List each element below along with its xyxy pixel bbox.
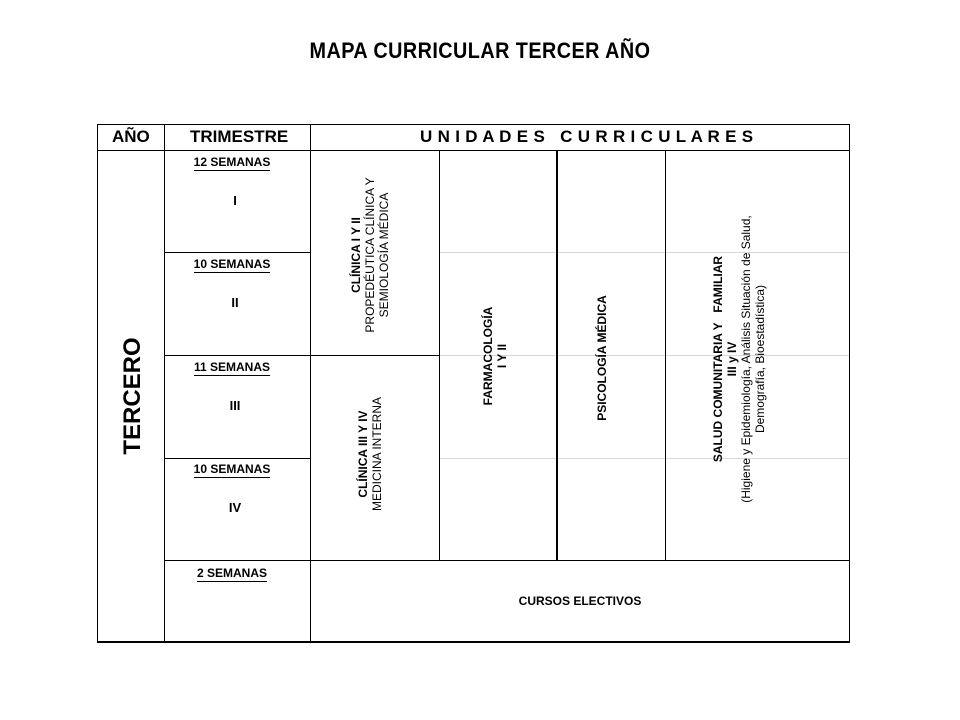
trimester-4-numeral: IV — [228, 500, 242, 515]
unit-clinica-1-2-line2: PROPEDÉUTICA CLÍNICA Y — [363, 177, 377, 333]
row3-border — [165, 458, 310, 459]
header-unidades: U N I D A D E S C U R R I C U L A R E S — [420, 127, 754, 146]
trimester-2-weeks: 10 SEMANAS — [193, 257, 271, 271]
unit-farmacologia — [481, 276, 509, 436]
faint-line-1 — [440, 252, 850, 253]
unit-salud-line4: Demografía, Bioestadística) — [753, 284, 767, 434]
col-farmaco-border — [556, 150, 558, 561]
unit-salud-line2: III y IV — [725, 341, 739, 377]
trimester-5-weeks: 2 SEMANAS — [196, 566, 267, 580]
unit-farmacologia-title: FARMACOLOGÍA — [481, 306, 495, 406]
trimester-1-weeks: 12 SEMANAS — [193, 155, 271, 169]
header-bottom-border — [97, 150, 850, 151]
unit-clinica-3-4 — [356, 359, 384, 549]
unit-salud-line3: (Higiene y Epidemiología, Análisis Situación de Salud, — [739, 215, 753, 503]
year-label: TERCERO — [119, 337, 146, 455]
unit-clinica-3-4-line2: MEDICINA INTERNA — [370, 397, 384, 512]
unit-salud-title: SALUD COMUNITARIA Y FAMILIAR — [711, 255, 725, 463]
header-trimestre: TRIMESTRE — [190, 127, 289, 146]
table-bottom-border — [97, 641, 850, 643]
col-psico-border — [665, 150, 666, 561]
table-right-border — [849, 124, 850, 643]
trimester-1-numeral: I — [233, 193, 237, 208]
trimester-2-numeral: II — [231, 295, 239, 310]
unit-cursos-electivos: CURSOS ELECTIVOS — [518, 594, 642, 608]
col-trimestre-border — [310, 124, 311, 643]
table-top-border — [97, 124, 850, 125]
row4-border — [165, 560, 850, 561]
unit-clinica-1-2 — [349, 155, 391, 355]
unit-clinica-1-2-line3: SEMIOLOGÍA MÉDICA — [377, 192, 391, 318]
unit-psicologia-title: PSICOLOGÍA MÉDICA — [595, 295, 609, 421]
unit-psicologia — [595, 278, 609, 438]
page-title: MAPA CURRICULAR TERCER AÑO — [309, 38, 651, 63]
trimester-3-numeral: III — [229, 398, 241, 413]
trimester-4-weeks: 10 SEMANAS — [193, 462, 271, 476]
table-left-border — [97, 124, 98, 643]
unit-clinica-3-4-title: CLÍNICA III Y IV — [356, 410, 370, 498]
unit-clinica-1-2-title: CLÍNICA I Y II — [349, 217, 363, 293]
col-clinica-border — [439, 150, 440, 561]
unit-farmacologia-line2: I Y II — [495, 343, 509, 369]
row2-border — [165, 355, 440, 356]
row1-border — [165, 252, 310, 253]
header-anio: AÑO — [112, 127, 150, 146]
trimester-3-weeks: 11 SEMANAS — [193, 360, 271, 374]
col-anio-border — [164, 124, 165, 643]
faint-line-3 — [440, 458, 850, 459]
unit-salud-comunitaria — [711, 199, 769, 519]
